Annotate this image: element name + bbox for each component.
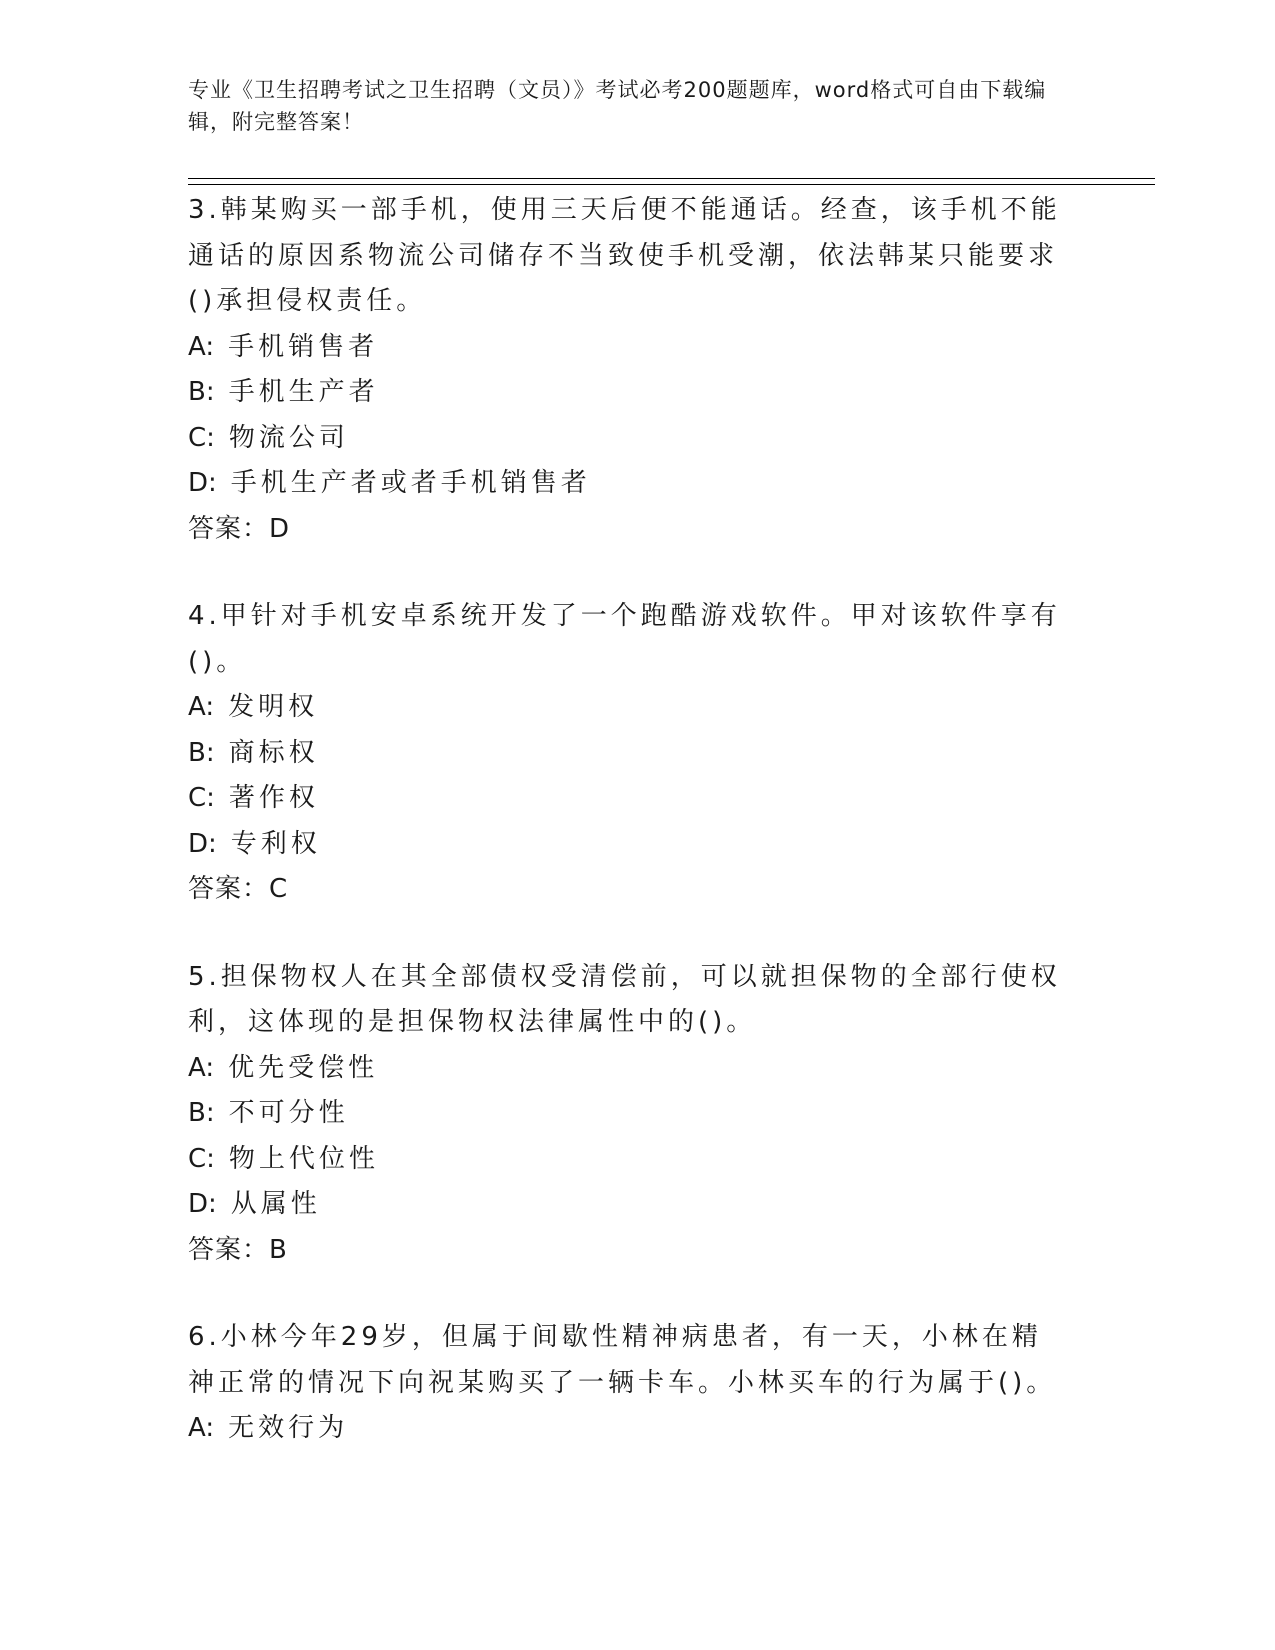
option-key: A: bbox=[188, 331, 215, 362]
question-5 bbox=[188, 955, 1068, 1274]
option-text: 优先受偿性 bbox=[228, 1052, 379, 1083]
option-text: 物流公司 bbox=[228, 422, 349, 453]
option-key: C: bbox=[188, 1143, 215, 1174]
option-text: 手机生产者或者手机销售者 bbox=[230, 468, 591, 498]
option-c bbox=[188, 1137, 1068, 1183]
question-list bbox=[188, 188, 1068, 1494]
option-text: 专利权 bbox=[230, 828, 321, 859]
option-c bbox=[188, 776, 1068, 822]
answer-line: 答案：D bbox=[188, 513, 291, 544]
header-rule-top bbox=[188, 178, 1155, 179]
option-key: D: bbox=[188, 1189, 217, 1219]
option-a bbox=[188, 1046, 1068, 1092]
option-text: 商标权 bbox=[228, 737, 319, 768]
option-b bbox=[188, 1091, 1068, 1137]
option-text: 无效行为 bbox=[228, 1413, 349, 1443]
option-text: 著作权 bbox=[228, 783, 319, 813]
question-3 bbox=[188, 188, 1068, 552]
question-4 bbox=[188, 594, 1068, 913]
question-stem: 5.担保物权人在其全部债权受清偿前，可以就担保物的全部行使权利，这体现的是担保物权法律属性中的()。 bbox=[188, 961, 1061, 1037]
option-key: A: bbox=[188, 1052, 215, 1083]
option-key: D: bbox=[188, 828, 217, 859]
option-a bbox=[188, 325, 1068, 371]
option-key: A: bbox=[188, 692, 215, 722]
option-text: 手机生产者 bbox=[228, 377, 379, 407]
question-6 bbox=[188, 1315, 1068, 1452]
option-key: C: bbox=[188, 783, 215, 813]
header-rule-bottom bbox=[188, 184, 1155, 185]
question-stem: 4.甲针对手机安卓系统开发了一个跑酷游戏软件。甲对该软件享有()。 bbox=[188, 601, 1061, 677]
option-text: 从属性 bbox=[230, 1189, 321, 1219]
answer-line: 答案：B bbox=[188, 1234, 288, 1265]
option-a bbox=[188, 685, 1068, 731]
option-key: B: bbox=[188, 737, 215, 768]
option-d bbox=[188, 1182, 1068, 1228]
option-a bbox=[188, 1406, 1068, 1452]
option-key: B: bbox=[188, 377, 215, 407]
option-key: A: bbox=[188, 1413, 215, 1443]
option-text: 手机销售者 bbox=[228, 331, 379, 362]
option-key: C: bbox=[188, 422, 215, 453]
option-text: 物上代位性 bbox=[228, 1143, 379, 1174]
option-text: 不可分性 bbox=[228, 1098, 349, 1128]
option-b bbox=[188, 370, 1068, 416]
answer-line: 答案：C bbox=[188, 874, 289, 904]
option-c bbox=[188, 416, 1068, 462]
option-b bbox=[188, 731, 1068, 777]
option-key: D: bbox=[188, 468, 217, 498]
document-header: 专业《卫生招聘考试之卫生招聘（文员）》考试必考200题题库，word格式可自由下载编辑，附完整答案！ bbox=[188, 78, 1047, 134]
question-stem: 6.小林今年29岁，但属于间歇性精神病患者，有一天，小林在精神正常的情况下向祝某购买了一辆卡车。小林买车的行为属于()。 bbox=[188, 1322, 1057, 1398]
option-d bbox=[188, 461, 1068, 507]
option-text: 发明权 bbox=[228, 692, 319, 722]
option-key: B: bbox=[188, 1098, 215, 1128]
option-d bbox=[188, 822, 1068, 868]
question-stem: 3.韩某购买一部手机，使用三天后便不能通话。经查，该手机不能通话的原因系物流公司储存不当致使手机受潮，依法韩某只能要求()承担侵权责任。 bbox=[188, 195, 1061, 316]
